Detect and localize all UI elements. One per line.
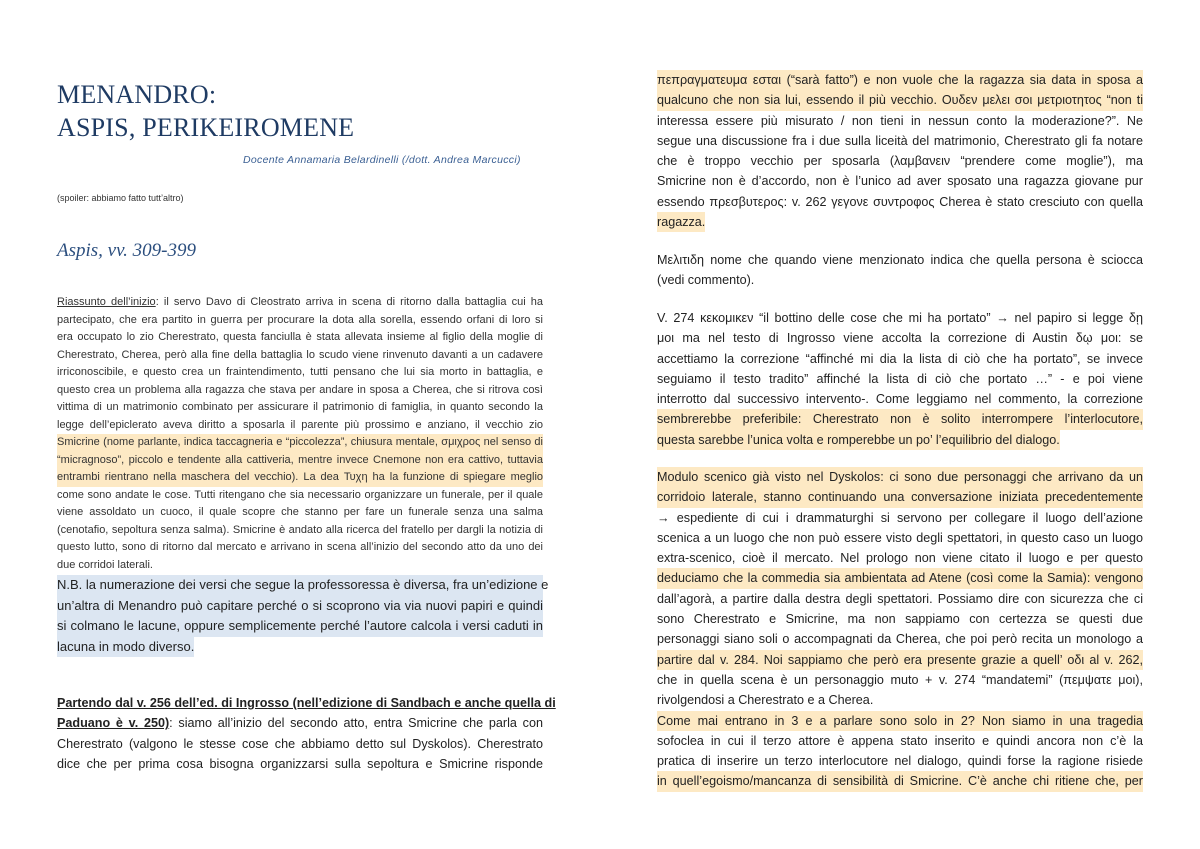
section-heading: Aspis, vv. 309-399 (57, 240, 196, 261)
riassunto-line: partecipato, che era partito in guerra per procurare la dota alla sorella, essendo orfani di loro si (57, 313, 543, 326)
block4-line: → espediente di cui i drammaturghi si servono per collegare il luogo dell’azione (657, 510, 1143, 525)
nb-paragraph (57, 575, 549, 657)
block2-line: Μελιτιδη nome che quando viene menzionato indica che quella persona è sciocca (657, 253, 1143, 267)
document-title (57, 78, 354, 144)
riassunto-line-highlighted: Smicrine (nome parlante, indica taccagneria e “piccolezza”, chiusura mentale, σμιχρος nel senso di (57, 434, 543, 452)
block1-line: qualcuno che non sia lui, essendo il più vecchio. Ουδεν μελει σοι μετριοτητος “non ti (657, 90, 1143, 110)
block4-line-highlighted: Come mai entrano in 3 e a parlare sono solo in 2? Non siamo in una tragedia (657, 711, 1143, 731)
riassunto-line: era occupato lo zio Cherestrato, questa fanciulla è stata allevata insieme al figlio della moglie di (57, 331, 543, 343)
block3-line: μοι ma nel testo di Ingrosso viene accolta la correzione di Austin δῳ μοι: se (657, 331, 1143, 346)
block1-paragraph (657, 70, 1143, 232)
block3-line: seguiamo il testo tradito” affinché la lista di ciò che portato …” - e poi viene (657, 371, 1143, 386)
riassunto-paragraph (57, 294, 543, 574)
block4-paragraph (657, 467, 1143, 792)
riassunto-line: irriconoscibile, e questo crea un fraintendimento, tutti pensano che lui sia morto in battaglia, e (57, 366, 543, 378)
block1-line: segue una discussione fra i due sulla liceità del matrimonio, Cherestrato gli fa notare (657, 133, 1143, 148)
block2-line: (vedi commento). (657, 273, 755, 288)
partendo-line: Cherestrato (valgono le stesse cose che abbiamo detto sul Dyskolos). Cherestrato (57, 736, 543, 751)
partendo-label-end: Paduano è v. 250) (57, 716, 170, 731)
riassunto-line: (cenotafio, sepoltura senza salma). Smicrine è andato alla ricerca del fratello per dargli la notizia di (57, 523, 543, 536)
block2-paragraph (657, 250, 1143, 291)
riassunto-line: questo lutto, sono di ritorno dal mercato e arrivano in scena all’inizio del secondo atto da uno dei (57, 541, 543, 553)
block1-line: πεπραγματευμα εσται (“sarà fatto”) e non vuole che la ragazza sia data in sposa a (657, 70, 1143, 90)
block4-line: rivolgendosi a Cherestrato e a Cherea. (657, 693, 874, 708)
right-page (600, 0, 1200, 849)
riassunto-line-highlighted: “micragnoso”, piccolo e tendente alla cattiveria, mentre invece Cnemone non era cattivo, tuttavia (57, 452, 543, 470)
block4-line: pratica di inserire un terzo interlocutore nel dialogo, quindi forse la ragione risiede (657, 754, 1143, 769)
block4-line-highlighted: deduciamo che la commedia sia ambientata ad Atene (così come la Samia): vengono (657, 568, 1143, 588)
block1-line: che è troppo vecchio per sposarla (λαμβανειν “prendere come moglie”), ma (657, 154, 1143, 169)
block3-line-highlighted: sembrerebbe preferibile: Cherestrato non è solito interrompere l’interlocutore, (657, 409, 1143, 429)
block4-line: sofoclea in cui il terzo attore è appena stato inserito e quindi ancora non c’è la (657, 733, 1143, 748)
riassunto-line: viene assoldato un cuoco, il quale scopre che stanno per fare un funerale senza una salma (57, 506, 543, 518)
riassunto-line: questo crea un problema alla ragazza che stava per andare in sposa a Cherea, che si ritrova così (57, 383, 543, 396)
title-line-1: MENANDRO: (57, 80, 217, 109)
block1-line: ragazza. (657, 212, 705, 232)
block4-line: dall’agorà, a partire dalla destra degli spettatori. Possiamo dire con sicurezza che ci (657, 591, 1143, 606)
block3-paragraph (657, 308, 1143, 450)
riassunto-line-highlighted: entrambi rientrano nella maschera del vecchio). La dea Τυχη ha la funzione di spiegare meglio (57, 469, 543, 487)
block1-line: interessa essere più misurato / non tieni in nessun conto la moderazione?”. Ne (657, 113, 1143, 128)
block4-line: extra-scenico, cioè il mercato. Nel prologo non viene citato il luogo e per questo (657, 551, 1143, 566)
nb-line: N.B. la numerazione dei versi che segue la professoressa è diversa, fra un’edizione e (57, 575, 543, 596)
partendo-paragraph (57, 693, 556, 774)
nb-line: lacuna in modo diverso. (57, 637, 194, 658)
riassunto-line: Cherestrato, Cherea, però alla fine della battaglia lo scudo viene rinvenuto davanti a un cadavere (57, 348, 543, 361)
docente-credit: Docente Annamaria Belardinelli (/dott. Andrea Marcucci) (243, 154, 521, 166)
block4-line-highlighted: partire dal v. 284. Noi sappiamo che però era presente grazie a quell’ οδι al v. 262, (657, 650, 1143, 670)
nb-line: un’altra di Menandro può capitare perché o si scoprono via via nuovi papiri e quindi (57, 596, 543, 617)
spoiler-note: (spoiler: abbiamo fatto tutt’altro) (57, 193, 184, 203)
riassunto-line: Riassunto dell’inizio: il servo Davo di Cleostrato arriva in scena di ritorno dalla battaglia cui ha (57, 296, 543, 308)
riassunto-line: legge dell’epiclerato aveva diritto a sposarla il parente più prossimo e anziano, il vecchio zio (57, 418, 543, 431)
partendo-line: dice che per prima cosa bisogna organizzarsi sulla sepoltura e Smicrine risponde (57, 756, 543, 771)
riassunto-line: vittima di un matrimonio combinato per assicurare il patrimonio di famiglia, in quanto secondo la (57, 401, 543, 413)
block4-line-highlighted: in quell’egoismo/mancanza di sensibilità di Smicrine. C’è anche chi ritiene che, per (657, 771, 1143, 791)
nb-line: si colmano le lacune, oppure semplicemente perché l’autore calcola i versi caduti in (57, 616, 543, 637)
block1-line: Smicrine non è d’accordo, non è l’unico ad aver sposato una ragazza giovane pur (657, 174, 1143, 189)
block4-line-highlighted: Modulo scenico già visto nel Dyskolos: ci sono due personaggi che arrivano da un (657, 467, 1143, 487)
block4-line: scenica a un luogo che non può essere visto degli spettatori, in questo caso un luogo (657, 530, 1143, 545)
block3-line: interrotto dal successivo intervento-. Come leggiamo nel commento, la correzione (657, 392, 1143, 407)
block4-line: sono Cherestrato e Smicrine, ma non sappiamo con certezza se questi due (657, 612, 1143, 627)
block4-line: personaggi siano soli o accompagnati da Cherea, che poi però recita un monologo a (657, 632, 1143, 647)
riassunto-line: due corridoi laterali. (57, 558, 153, 571)
riassunto-label: Riassunto dell’inizio (57, 296, 156, 308)
riassunto-line: come sono andate le cose. Tutti ritengano che sia necessario organizzare un funerale, per il quale (57, 488, 543, 501)
block3-line: accettiamo la correzione “affinché mi dia la lista di ciò che ha portato”, se invece (657, 351, 1143, 366)
block3-line: V. 274 κεκομικεν “il bottino delle cose che mi ha portato” → nel papiro si legge δῃ (657, 311, 1143, 325)
partendo-label-line: Partendo dal v. 256 dell’ed. di Ingrosso (nell’edizione di Sandbach e anche quella di (57, 696, 556, 710)
block3-line-highlighted: questa sarebbe l’unica volta e romperebbe un po’ l’equilibrio del dialogo. (657, 430, 1060, 450)
block4-line-highlighted: corridoio laterale, stanno continuando una conversazione iniziata precedentemente (657, 487, 1143, 507)
block4-line: che in quella scena è un personaggio muto + v. 274 “mandatemi” (πεμψατε μοι), (657, 672, 1143, 687)
title-line-2: ASPIS, PERIKEIROMENE (57, 113, 355, 142)
block1-line: essendo πρεσβυτερος: v. 262 γεγονε συντροφος Cherea è stato cresciuto con quella (657, 194, 1143, 209)
partendo-line: Paduano è v. 250): siamo all’inizio del secondo atto, entra Smicrine che parla con (57, 716, 543, 731)
